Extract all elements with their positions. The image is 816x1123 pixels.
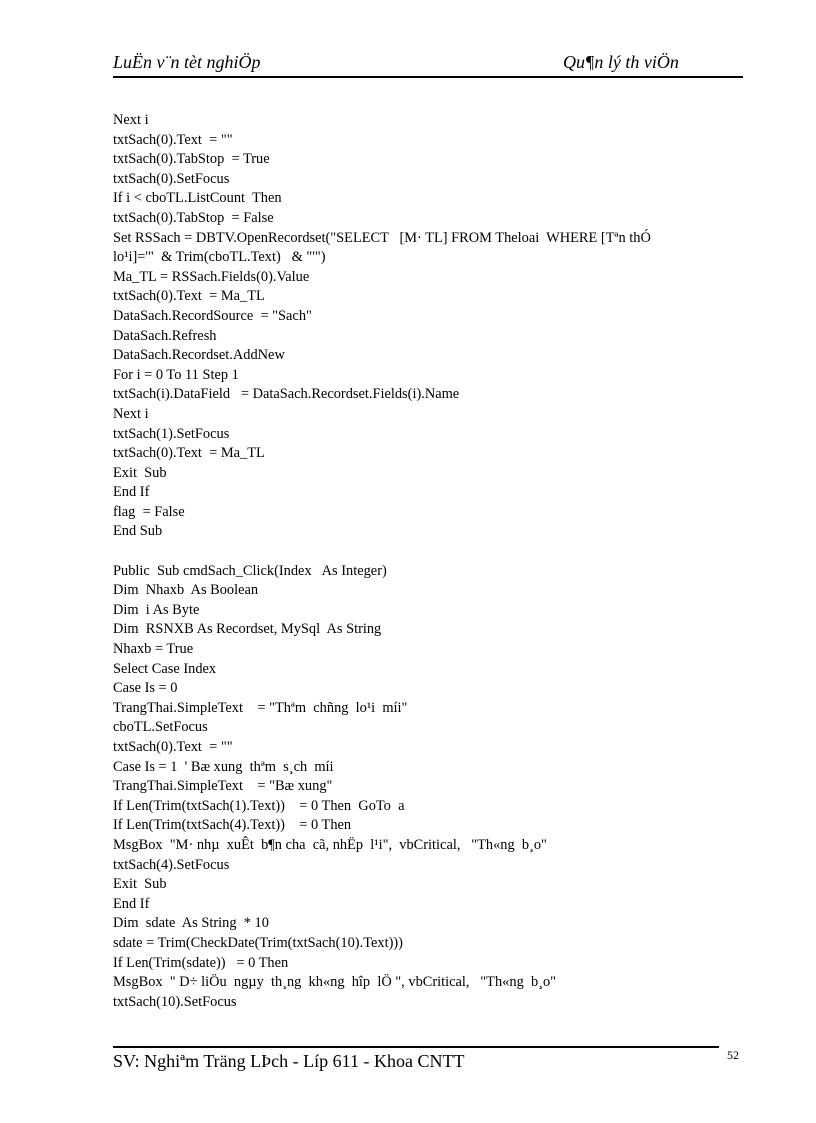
code-line: Case Is = 0	[113, 680, 178, 697]
code-line: Set RSSach = DBTV.OpenRecordset("SELECT [M· TL] FROM Theloai WHERE [Tªn thÓ	[113, 229, 651, 246]
code-line: If i < cboTL.ListCount Then	[113, 190, 282, 207]
code-line: flag = False	[113, 503, 185, 520]
code-line: Exit Sub	[113, 464, 167, 481]
code-line: txtSach(1).SetFocus	[113, 425, 230, 442]
code-line: End If	[113, 484, 150, 501]
code-line: TrangThai.SimpleText = "Bæ xung"	[113, 778, 333, 795]
header-rule	[113, 76, 743, 78]
code-line: Ma_TL = RSSach.Fields(0).Value	[113, 268, 310, 285]
code-line: Public Sub cmdSach_Click(Index As Integer)	[113, 562, 387, 579]
code-line: txtSach(4).SetFocus	[113, 856, 230, 873]
code-line: cboTL.SetFocus	[113, 719, 208, 736]
code-line: For i = 0 To 11 Step 1	[113, 366, 239, 383]
footer-author: SV: Nghiªm Träng LÞch - Líp 611 - Khoa CNTT	[113, 1051, 465, 1071]
code-line: txtSach(0).TabStop = True	[113, 151, 270, 168]
code-line: DataSach.Recordset.AddNew	[113, 347, 285, 364]
code-line: Next i	[113, 112, 149, 128]
code-line: DataSach.RecordSource = "Sach"	[113, 307, 312, 324]
code-line: lo¹i]='" & Trim(cboTL.Text) & "'")	[113, 249, 326, 266]
code-line: Exit Sub	[113, 876, 167, 893]
code-line: Select Case Index	[113, 660, 217, 677]
code-line: MsgBox "M· nhµ xuÊt b¶n cha cã, nhËp l¹i", vbCritical, "Th«ng b¸o"	[113, 836, 547, 853]
code-line: sdate = Trim(CheckDate(Trim(txtSach(10).Text)))	[113, 934, 403, 951]
code-line: If Len(Trim(txtSach(4).Text)) = 0 Then	[113, 817, 352, 834]
code-line: Dim sdate As String * 10	[113, 915, 269, 932]
chapter-title: Qu¶n lý th viÖn	[563, 52, 679, 72]
code-line	[113, 542, 753, 562]
code-line: DataSach.Refresh	[113, 327, 217, 344]
code-line: Nhaxb = True	[113, 641, 194, 658]
code-line: End Sub	[113, 523, 163, 540]
code-line: Dim Nhaxb As Boolean	[113, 582, 259, 599]
code-line: End If	[113, 895, 150, 912]
thesis-title: LuËn v¨n tèt nghiÖp	[113, 52, 261, 72]
code-line: Dim i As Byte	[113, 601, 200, 618]
code-line: txtSach(i).DataField = DataSach.Recordset.Fields(i).Name	[113, 386, 460, 403]
code-line: If Len(Trim(sdate)) = 0 Then	[113, 954, 289, 971]
page-header	[113, 52, 743, 78]
code-line: Next i	[113, 405, 149, 422]
code-listing	[113, 111, 753, 1012]
page-number: 52	[727, 1048, 739, 1062]
code-line: txtSach(0).Text = ""	[113, 131, 233, 148]
footer-rule	[113, 1046, 719, 1048]
code-line: txtSach(0).Text = ""	[113, 739, 233, 755]
code-line: TrangThai.SimpleText = "Thªm chñng lo¹i míi"	[113, 699, 408, 716]
code-line: If Len(Trim(txtSach(1).Text)) = 0 Then GoTo a	[113, 797, 405, 814]
code-line: txtSach(0).SetFocus	[113, 170, 230, 187]
code-line: MsgBox " D÷ liÖu ngµy th¸ng kh«ng hîp lÖ ", vbCritical, "Th«ng b¸o"	[113, 974, 557, 991]
code-line: txtSach(0).Text = Ma_TL	[113, 445, 265, 462]
code-line: txtSach(10).SetFocus	[113, 993, 237, 1010]
code-line: Case Is = 1 ' Bæ xung thªm s¸ch míi	[113, 758, 334, 775]
code-line: txtSach(0).TabStop = False	[113, 209, 274, 226]
code-line: txtSach(0).Text = Ma_TL	[113, 288, 265, 305]
code-line: Dim RSNXB As Recordset, MySql As String	[113, 621, 382, 638]
